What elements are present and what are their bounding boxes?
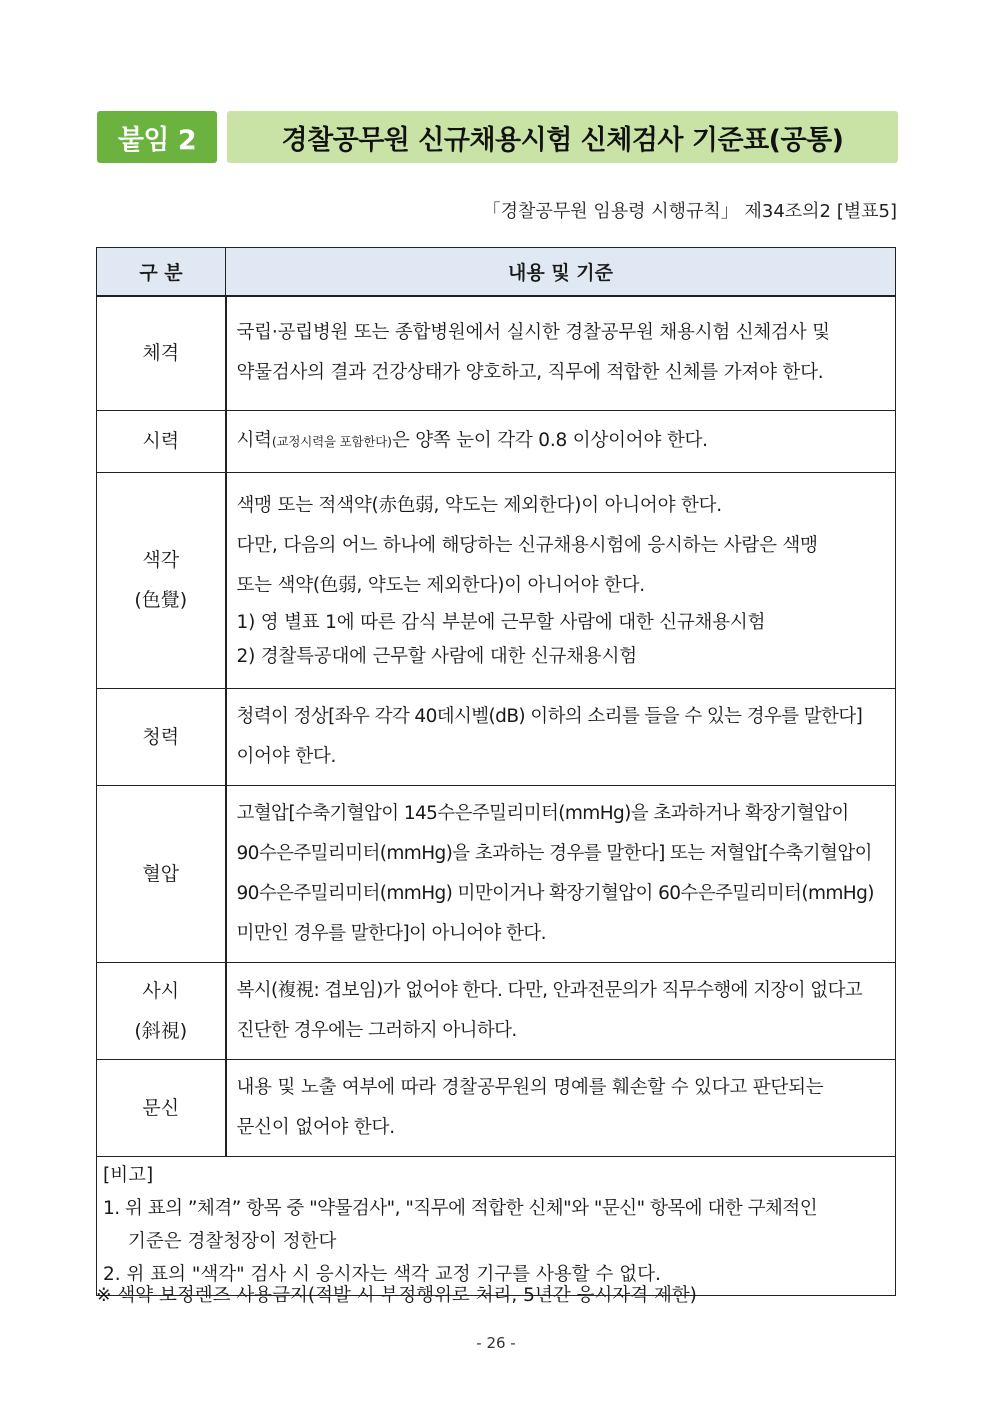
content-line: 또는 색약(色弱, 약도는 제외한다)이 아니어야 한다. [236, 575, 645, 596]
list-item: 2) 경찰특공대에 근무할 사람에 대한 신규채용시험 [236, 646, 637, 667]
notes-row [97, 1156, 896, 1295]
content-text: 은 양쪽 눈이 각각 0.8 이상이어야 한다. [391, 429, 708, 451]
row-content [226, 410, 896, 472]
content-line: 90수은주밀리미터(mmHg)을 초과하는 경우를 말한다] 또는 저혈압[수축기혈압이 [236, 842, 872, 864]
content-line: 문신이 없어야 한다. [236, 1116, 395, 1138]
content-line: 복시(複視: 겹보임)가 없어야 한다. 다만, 안과전문의가 직무수행에 지장이 없다고 [236, 979, 863, 1001]
header-category: 구 분 [97, 248, 226, 297]
row-category: 시력 [97, 410, 226, 472]
row-content [226, 1059, 896, 1156]
section-header [97, 111, 898, 163]
table-row [97, 785, 896, 962]
legal-reference: 「경찰공무원 임용령 시행규칙」 제34조의2 [별표5] [482, 201, 897, 222]
page-number: - 26 - [476, 1334, 516, 1352]
note-item: 2. 위 표의 "색각" 검사 시 응시자는 색각 교정 기구를 사용할 수 없다. [103, 1263, 661, 1285]
content-line: 진단한 경우에는 그러하지 아니하다. [236, 1019, 517, 1041]
row-content [226, 962, 896, 1059]
content-line: 국립·공립병원 또는 종합병원에서 실시한 경찰공무원 채용시험 신체검사 및 [236, 322, 830, 344]
table-row [97, 296, 896, 410]
category-label: 사시 [142, 979, 180, 1002]
category-hanja: (色覺) [134, 589, 188, 611]
row-category: 혈압 [97, 785, 226, 962]
category-hanja: (斜視) [134, 1019, 188, 1042]
table-row [97, 962, 896, 1059]
content-line: 약물검사의 결과 건강상태가 양호하고, 직무에 적합한 신체를 가져야 한다. [236, 362, 824, 384]
header-content: 내용 및 기준 [226, 248, 896, 297]
content-note: (교정시력을 포함한다) [271, 433, 392, 449]
note-item-continued: 기준은 경찰청장이 정한다 [128, 1230, 337, 1252]
row-category: 청력 [97, 688, 226, 785]
document-title: 경찰공무원 신규채용시험 신체검사 기준표(공통) [227, 111, 898, 163]
table-row [97, 1059, 896, 1156]
content-line: 미만인 경우를 말한다]이 아니어야 한다. [236, 922, 546, 944]
table-row [97, 688, 896, 785]
table-row [97, 410, 896, 472]
content-line: 다만, 다음의 어느 하나에 해당하는 신규채용시험에 응시하는 사람은 색맹 [236, 535, 818, 556]
content-line: 내용 및 노출 여부에 따라 경찰공무원의 명예를 훼손할 수 있다고 판단되는 [236, 1076, 824, 1098]
content-text: 시력 [236, 429, 272, 451]
criteria-table [96, 247, 896, 1296]
table-header-row [97, 248, 896, 297]
note-item: 1. 위 표의 ”체격” 항목 중 "약물검사", "직무에 적합한 신체"와 "문신" 항목에 대한 구체적인 [103, 1197, 818, 1219]
table-row [97, 472, 896, 688]
row-content [226, 296, 896, 410]
attachment-badge: 붙임 2 [97, 111, 217, 163]
content-line: 고혈압[수축기혈압이 145수은주밀리미터(mmHg)을 초과하거나 확장기혈압이 [236, 802, 849, 824]
row-category [97, 962, 226, 1059]
content-line: 색맹 또는 적색약(赤色弱, 약도는 제외한다)이 아니어야 한다. [236, 495, 722, 516]
content-line: 90수은주밀리미터(mmHg) 미만이거나 확장기혈압이 60수은주밀리미터(mmHg) [236, 882, 874, 904]
row-content [226, 785, 896, 962]
row-content [226, 472, 896, 688]
list-item: 1) 영 별표 1에 따른 감식 부분에 근무할 사람에 대한 신규채용시험 [236, 612, 766, 633]
notes-label: [비고] [103, 1164, 154, 1186]
row-category [97, 472, 226, 688]
row-category: 체격 [97, 296, 226, 410]
notes-cell [97, 1156, 896, 1295]
content-line: 청력이 정상[좌우 각각 40데시벨(dB) 이하의 소리를 들을 수 있는 경우를 말한다] [236, 705, 863, 727]
row-category: 문신 [97, 1059, 226, 1156]
row-content [226, 688, 896, 785]
category-label: 색각 [142, 549, 180, 571]
footer-note: ※ 색약 보정렌즈 사용금지(적발 시 부정행위로 처리, 5년간 응시자격 제한) [96, 1285, 697, 1306]
content-line: 이어야 한다. [236, 745, 337, 767]
